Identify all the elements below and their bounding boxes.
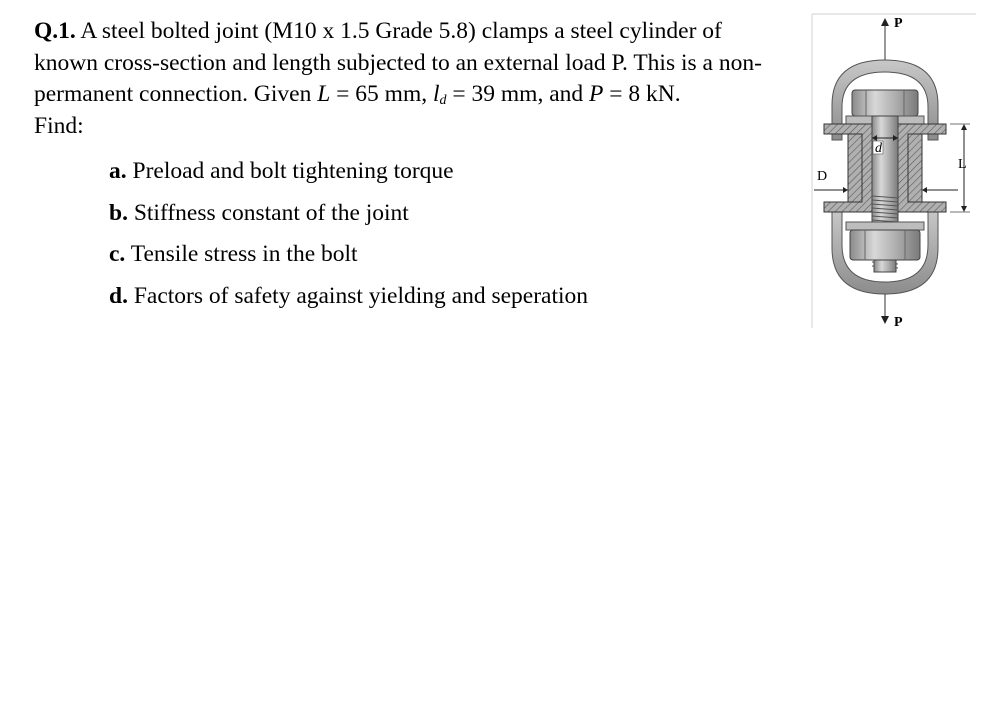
part-b-text: Stiffness constant of the joint [127,199,409,226]
label-P-top: P [894,16,903,31]
cylinder-wall-right [908,134,922,202]
part-a-text: Preload and bolt tightening torque [126,158,454,184]
label-L: L [958,157,967,172]
P-value: = 8 kN. [603,81,681,107]
bolted-joint-diagram [810,10,980,330]
part-d-letter: d. [109,282,128,309]
ld-symbol: l [432,81,440,107]
L-arrow-bottom [961,206,967,212]
question-number: Q.1. [34,18,76,44]
nut [850,230,920,260]
question-paragraph [34,16,779,142]
part-a [109,156,729,198]
part-d [109,281,729,323]
part-c-text: Tensile stress in the bolt [125,241,358,267]
question-text: A steel bolted joint (M10 x 1.5 Grade 5.8) clamps a steel cylinder of known cross-section and length subjected to an external load P. This is a non-permanent connection. Given [34,18,762,107]
cylinder-wall-left [848,134,862,202]
label-P-bottom: P [894,315,903,330]
part-b [109,198,729,240]
find-label: Find: [34,112,84,139]
bolted-joint-figure [810,10,980,330]
part-c-letter: c. [109,241,126,267]
load-arrow-bottom-head [881,316,889,324]
part-d-text: Factors of safety against yielding and seperation [127,282,589,309]
ld-value: = 39 mm, and [446,81,590,107]
load-arrow-top-head [881,18,889,26]
part-a-letter: a. [109,158,127,184]
L-value: = 65 mm, [330,81,433,107]
parts-list [109,156,729,322]
D-arrow-right [922,187,927,193]
bolt-head [852,90,918,116]
part-b-letter: b. [109,199,128,226]
D-arrow-left [843,187,848,193]
ld-subscript: d [439,93,447,108]
label-D: D [817,169,828,184]
bolt-end [874,260,896,272]
L-symbol: L [317,81,331,107]
label-d: d [875,141,882,156]
P-symbol: P [589,81,604,107]
L-arrow-top [961,124,967,130]
bottom-washer [846,222,924,230]
part-c [109,239,729,281]
